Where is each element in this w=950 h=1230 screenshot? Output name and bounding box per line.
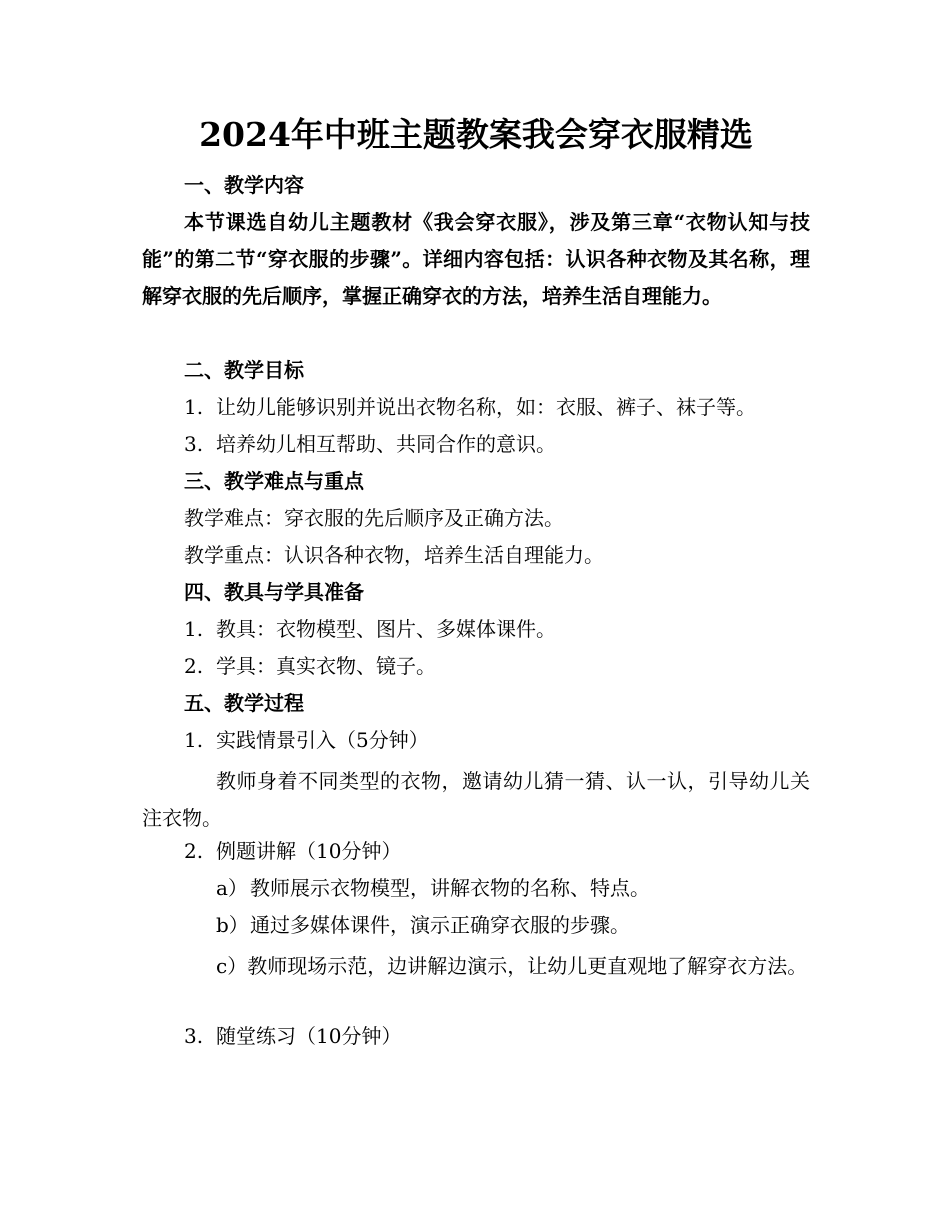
objective-text: 让幼儿能够识别并说出衣物名称，如：衣服、裤子、袜子等。 — [216, 395, 756, 419]
document-title: 2024年中班主题教案我会穿衣服精选 — [199, 115, 753, 154]
section-heading-objectives: 二、教学目标 — [184, 358, 304, 382]
process-sub-item — [216, 911, 630, 939]
focus-text: 教学重点：认识各种衣物，培养生活自理能力。 — [184, 543, 604, 567]
sub-item-text: 教师展示衣物模型，讲解衣物的名称、特点。 — [250, 876, 650, 900]
objective-text: 培养幼儿相互帮助、共同合作的意识。 — [216, 432, 556, 456]
materials-number: 2. — [184, 654, 204, 678]
process-step-text: 例题讲解（10分钟） — [216, 839, 402, 863]
process-step-paragraph: 教师身着不同类型的衣物，邀请幼儿猜一猜、认一认，引导幼儿关注衣物。 — [142, 769, 810, 830]
sub-item-text: 通过多媒体课件，演示正确穿衣服的步骤。 — [250, 913, 630, 937]
process-step-number: 3. — [184, 1024, 204, 1048]
difficulty-text: 教学难点：穿衣服的先后顺序及正确方法。 — [184, 506, 564, 530]
materials-item — [184, 615, 556, 643]
process-step-text: 随堂练习（10分钟） — [216, 1024, 402, 1048]
sub-item-mark: a） — [216, 876, 248, 900]
objective-number: 1. — [184, 395, 204, 419]
document-page — [142, 0, 810, 1230]
objective-item — [184, 430, 556, 458]
process-step — [184, 726, 429, 754]
content-paragraph: 本节课选自幼儿主题教材《我会穿衣服》，涉及第三章“衣物认知与技能”的第二节“穿衣服的步骤”。详细内容包括：认识各种衣物及其名称，理解穿衣服的先后顺序，掌握正确穿衣的方法，培养生活自理能力。 — [142, 210, 810, 308]
materials-text: 学具：真实衣物、镜子。 — [216, 654, 436, 678]
process-sub-paragraph: c）教师现场示范，边讲解边演示，让幼儿更直观地了解穿衣方法。 — [216, 954, 808, 978]
objective-number: 3. — [184, 432, 204, 456]
materials-item — [184, 652, 436, 680]
section-heading-content: 一、教学内容 — [184, 173, 304, 197]
section-heading-process: 五、教学过程 — [184, 691, 304, 715]
process-step-number: 1. — [184, 728, 204, 752]
process-sub-item — [216, 874, 650, 902]
section-heading-difficulty: 三、教学难点与重点 — [184, 469, 364, 493]
sub-item-mark: b） — [216, 913, 249, 937]
materials-text: 教具：衣物模型、图片、多媒体课件。 — [216, 617, 556, 641]
process-step — [184, 837, 401, 865]
materials-number: 1. — [184, 617, 204, 641]
process-step-text: 实践情景引入（5分钟） — [216, 728, 429, 752]
section-heading-materials: 四、教具与学具准备 — [184, 580, 364, 604]
process-step-number: 2. — [184, 839, 204, 863]
objective-item — [184, 393, 756, 421]
process-step — [184, 1022, 401, 1050]
